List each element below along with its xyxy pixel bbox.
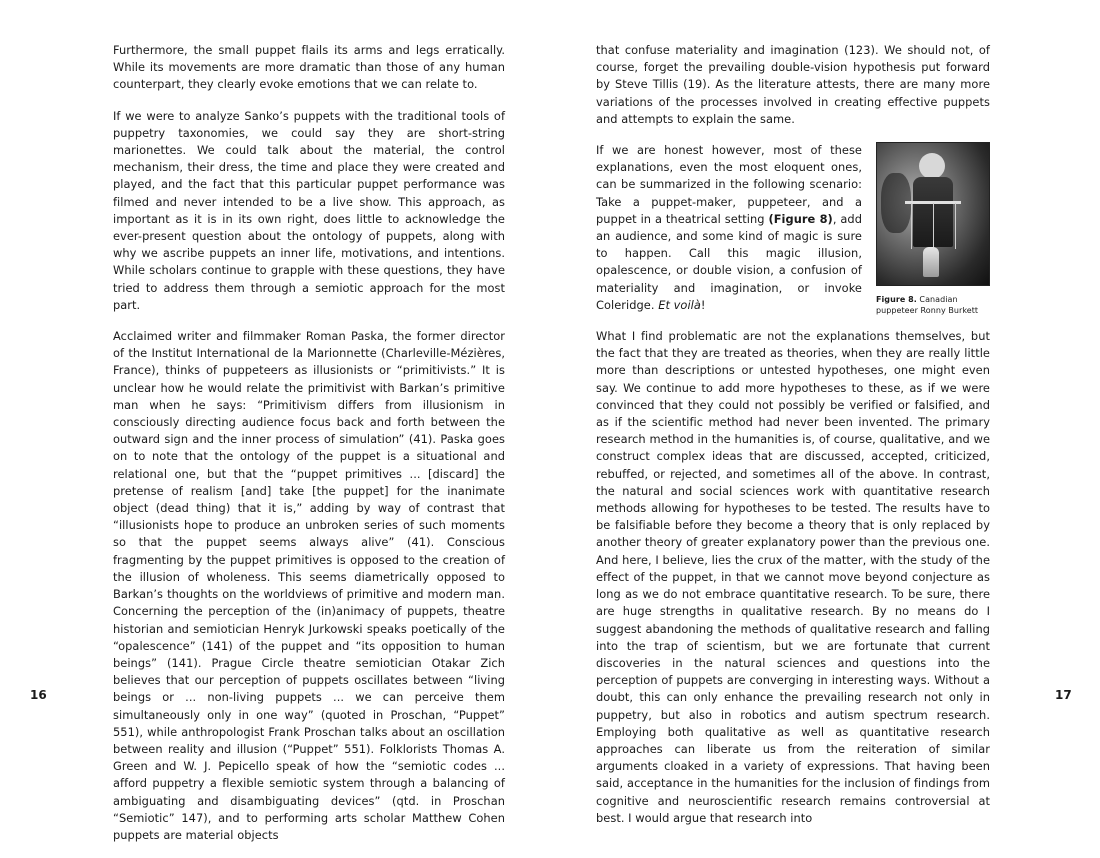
figure-label: Figure 8. bbox=[876, 295, 917, 305]
right-paragraph-2-text: If we are honest however, most of these explanations, even the most eloquent ones, can be summarized in the following scenario: Take a puppet-maker, puppeteer, and a puppet in a theatrical setting bbox=[596, 143, 862, 226]
left-page-body bbox=[113, 42, 505, 858]
right-paragraph-2-end: ! bbox=[700, 297, 706, 312]
right-paragraph-1: that confuse materiality and imagination (123). We should not, of course, forget the prevailing double-vision hypothesis put forward by Steve Tillis (19). As the literature attests, there are many more variations of the processes involved in creating effective puppets and attempts to explain the same. bbox=[596, 43, 990, 126]
photo-marionette bbox=[923, 247, 939, 277]
right-paragraph-2-text: , add an audience, and some kind of magic is sure to happen. Call this magic illusion, opalescence, or double vision, a confusion of materiality and imagination, or invoke Coleridge. bbox=[596, 211, 862, 312]
page-number-right: 17 bbox=[1055, 688, 1072, 702]
figure-reference: (Figure 8) bbox=[768, 211, 833, 226]
photo-string bbox=[955, 203, 956, 249]
figure-8 bbox=[876, 142, 990, 316]
page-number-left: 16 bbox=[30, 688, 47, 702]
photo-puppeteer-head bbox=[919, 153, 945, 179]
figure-caption-text: Canadian puppeteer Ronny Burkett bbox=[876, 295, 979, 316]
figure-caption bbox=[876, 294, 990, 316]
left-paragraph-3: Acclaimed writer and filmmaker Roman Paska, the former director of the Institut International de la Marionnette (Charleville-Mézières, France), thinks of puppeteers as illusionists or “primitivists.” It is unclear how he would relate the primitivist with Barkan’s primitive man when he says: “Primitivism differs from illusionism in consciously directing audience focus back and forth between the outward sign and the inner process of simulation” (41). Paska goes on to note that the ontology of the puppet is a situational and relational one, but that the “puppet primitives ... [discard] the pretense of realism [and] take [the puppet] for the inanimate object (dead thing) that it is,” adding by way of contrast that “illusionists hope to produce an unbroken series of such moments so that the puppet seems always alive” (41). Conscious fragmenting by the puppet primitives is opposed to the creation of the illusion of wholeness. This seems diametrically opposed to Barkan’s thoughts on the worldviews of primitive and modern man. Concerning the perception of the (in)animacy of puppets, theatre historian and semiotician Henryk Jurkowski speaks poetically of the “opalescence” (141) of the puppet and “its opposition to human beings” (141). Prague Circle theatre semiotician Otakar Zich believes that our perception of puppets oscillates between “living beings or ... non-living puppets ... we can perceive them simultaneously only in one way” (quoted in Proschan, “Puppet” 551), while anthropologist Frank Proschan talks about an oscillation between reality and illusion (“Puppet” 551). Folklorists Thomas A. Green and W. J. Pepicello speak of how the “semiotic codes ... afford puppetry a flexible semiotic system through a balancing of ambiguating and disambiguating devices” (qtd. in Proschan “Semiotic” 147), and to performing arts scholar Matthew Cohen puppets are material objects bbox=[113, 329, 505, 842]
left-paragraph-2: If we were to analyze Sanko’s puppets with the traditional tools of puppetry taxonomies, we could say they are short-string marionettes. We could talk about the material, the control mechanism, their dress, the time and place they were created and played, and the fact that this particular puppet performance was filmed and never intended to be a live show. This approach, as important as it is in its own right, does little to acknowledge the ever-present question about the ontology of puppets, along with why we ascribe puppets an inner life, motivations, and intentions. While scholars continue to grapple with these questions, they have tried to address them through a semiotic approach for the most part. bbox=[113, 108, 505, 312]
right-page-body bbox=[596, 42, 990, 841]
left-paragraph-1: Furthermore, the small puppet flails its arms and legs erratically. While its movements are more dramatic than those of any human counterpart, they clearly evoke emotions that we can relate to. bbox=[113, 43, 505, 92]
photo-string bbox=[933, 203, 934, 249]
right-paragraph-3: What I find problematic are not the explanations themselves, but the fact that they are treated as theories, when they are really little more than descriptions or untested hypotheses, one might even say. We continue to add more hypotheses to these, as if we were convinced that they could not possibly be verified or falsified, and as if the scientific method had never been invented. The primary research method in the humanities is, of course, qualitative, and we construct complex ideas that are discussed, accepted, criticized, rebuffed, or rejected, and sometimes all of the above. In contrast, the natural and social sciences work with quantitative research methods allowing for hypotheses to be tested. The results have to be falsifiable before they become a theory that is only replaced by another theory of greater explanatory power than the previous one. And here, I believe, lies the crux of the matter, with the study of the effect of the puppet, in that we cannot move beyond conjecture as long as we do not embrace quantitative research. To be sure, there are huge strengths in qualitative research. By no means do I suggest abandoning the methods of qualitative research and falling into the trap of scientism, but we are fortunate that current discoveries in the natural sciences and questions into the perception of puppets are converging in interesting ways. Without a doubt, this can only enhance the prevailing research not only in puppetry, but also in robotics and autism spectrum research. Employing both qualitative as well as quantitative research approaches can liberate us from the reiteration of similar arguments cloaked in a variety of expressions. That having been said, acceptance in the humanities for the inclusion of findings from cognitive and neuroscientific research remains controversial at best. I would argue that research into bbox=[596, 329, 990, 825]
photo-string bbox=[911, 203, 912, 249]
italic-phrase: Et voilà bbox=[658, 297, 701, 312]
puppeteer-photo bbox=[876, 142, 990, 286]
